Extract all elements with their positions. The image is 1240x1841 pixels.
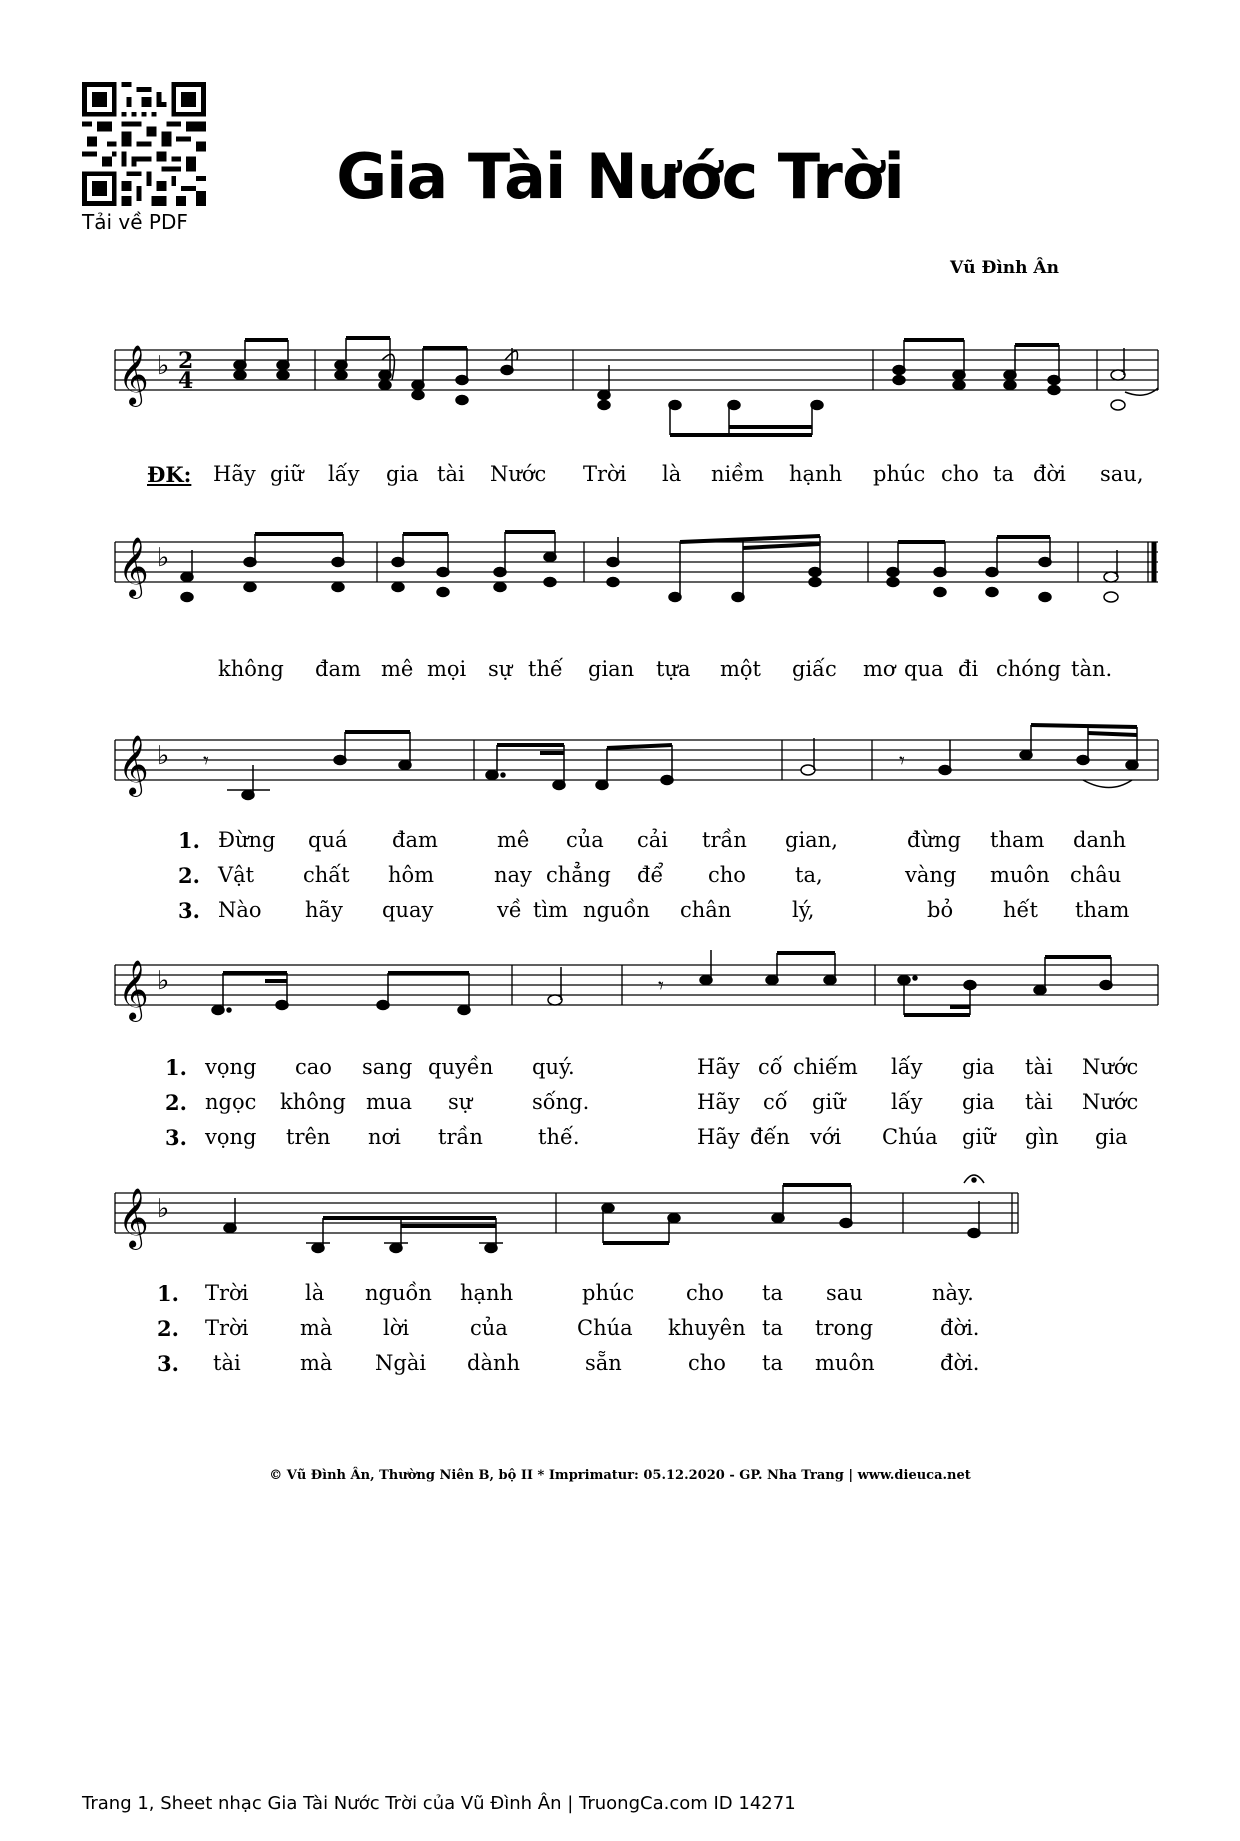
lyric: Trời	[583, 462, 627, 486]
lyric: hạnh	[460, 1281, 514, 1305]
lyric: cao	[295, 1055, 332, 1079]
lyric: cho	[686, 1281, 724, 1305]
lyric: quá	[308, 828, 348, 852]
flat-key-signature-icon: ♭	[157, 966, 170, 996]
lyric: chóng	[996, 657, 1061, 681]
lyric: đừng	[907, 828, 961, 852]
lyric: vàng	[905, 863, 957, 887]
qr-download-label[interactable]: Tải về PDF	[82, 210, 188, 234]
treble-clef-icon: 𝄞	[118, 735, 149, 795]
time-signature-bottom: 4	[178, 368, 194, 394]
lyric: khuyên	[668, 1316, 746, 1340]
lyric: sau,	[1100, 462, 1144, 486]
lyric: lấy	[891, 1090, 923, 1114]
lyric: Trời	[205, 1281, 249, 1305]
lyric: Ngài	[375, 1351, 427, 1375]
lyric: về	[497, 898, 522, 922]
verse-number: 3.	[178, 898, 200, 923]
lyric: cải	[637, 828, 668, 852]
lyric: lấy	[891, 1055, 923, 1079]
lyric: đến	[750, 1125, 790, 1149]
lyric: sang	[362, 1055, 413, 1079]
flat-key-signature-icon: ♭	[157, 1194, 170, 1224]
lyric: lấy	[328, 462, 360, 486]
lyric: muôn	[815, 1351, 875, 1375]
notes-system-5	[224, 1175, 984, 1253]
lyric: gia	[962, 1090, 995, 1114]
lyric: đời.	[940, 1351, 980, 1375]
lyric: hạnh	[789, 462, 843, 486]
lyric: vọng	[205, 1055, 257, 1079]
lyric: dành	[467, 1351, 521, 1375]
lyric: quý.	[532, 1055, 575, 1079]
lyric: ngọc	[205, 1090, 257, 1114]
staff-1	[0, 330, 1240, 450]
lyric: không	[218, 657, 284, 681]
staff-4	[0, 935, 1240, 1045]
system-2	[0, 522, 1240, 682]
treble-clef-icon: 𝄞	[118, 1188, 149, 1248]
flat-key-signature-icon: ♭	[157, 543, 170, 573]
lyric: mà	[300, 1316, 333, 1340]
lyric: sự	[448, 1090, 473, 1114]
system-4	[0, 935, 1240, 1160]
lyric: của	[566, 828, 604, 852]
lyric: cho	[688, 1351, 726, 1375]
lyric: ta	[993, 462, 1014, 486]
lyric: lời	[383, 1316, 410, 1340]
lyric: này.	[932, 1281, 974, 1305]
lyric: vọng	[205, 1125, 257, 1149]
lyric: mơ	[863, 657, 896, 681]
lyric: Đừng	[218, 828, 276, 852]
lyric: tàn.	[1071, 657, 1113, 681]
lyric: gian,	[785, 828, 838, 852]
lyric: là	[662, 462, 682, 486]
lyric: gia	[962, 1055, 995, 1079]
lyric: Chúa	[577, 1316, 633, 1340]
lyric: lý,	[792, 898, 815, 922]
lyric: giữ	[962, 1125, 996, 1149]
lyric: gia	[1095, 1125, 1128, 1149]
refrain-marker: ĐK:	[147, 462, 192, 487]
system-1	[0, 330, 1240, 490]
verse-number: 2.	[178, 863, 200, 888]
lyric: quay	[382, 898, 434, 922]
lyric: châu	[1070, 863, 1122, 887]
lyric: chẳng	[546, 863, 611, 887]
staff-5	[0, 1163, 1240, 1273]
lyric: giấc	[792, 657, 837, 681]
verse-number: 1.	[165, 1055, 187, 1080]
composer-name: Vũ Đình Ân	[950, 258, 1059, 278]
verse-number: 1.	[178, 828, 200, 853]
lyric: chất	[303, 863, 350, 887]
verse-number: 2.	[157, 1316, 179, 1341]
lyric: sự	[488, 657, 513, 681]
lyric: đời	[1033, 462, 1066, 486]
song-title: Gia Tài Nước Trời	[336, 140, 904, 213]
lyric: mà	[300, 1351, 333, 1375]
lyric: trần	[702, 828, 747, 852]
lyric: mê	[381, 657, 414, 681]
lyric: ta	[762, 1281, 783, 1305]
lyric: hết	[1003, 898, 1038, 922]
lyric: tham	[990, 828, 1045, 852]
lyric: qua	[904, 657, 944, 681]
lyric: đam	[392, 828, 438, 852]
treble-clef-icon: 𝄞	[118, 537, 149, 597]
lyric: Hãy	[697, 1125, 740, 1149]
lyric: gian	[588, 657, 635, 681]
lyric: nguồn	[365, 1281, 432, 1305]
lyric: danh	[1073, 828, 1127, 852]
eighth-rest-icon: 𝄾	[203, 749, 209, 774]
lyric: cho	[708, 863, 746, 887]
lyric: chiếm	[793, 1055, 858, 1079]
lyric: đời.	[940, 1316, 980, 1340]
lyric: Vật	[218, 863, 255, 887]
verse-number: 1.	[157, 1281, 179, 1306]
lyric: thế	[528, 657, 563, 681]
lyric: trong	[815, 1316, 874, 1340]
lyric: tài	[213, 1351, 241, 1375]
verse-number: 2.	[165, 1090, 187, 1115]
lyric: hãy	[305, 898, 343, 922]
lyric: Nào	[218, 898, 262, 922]
time-signature-top: 2	[178, 348, 194, 374]
lyric: không	[280, 1090, 346, 1114]
lyric: bỏ	[927, 898, 954, 922]
lyric: của	[470, 1316, 508, 1340]
lyric: tài	[1025, 1055, 1053, 1079]
lyric: với	[810, 1125, 842, 1149]
lyric: Chúa	[882, 1125, 938, 1149]
notes-system-3	[203, 725, 1138, 800]
lyric: Nước	[1082, 1055, 1139, 1079]
lyric: Nước	[1082, 1090, 1139, 1114]
lyric: nơi	[368, 1125, 401, 1149]
copyright-credit: © Vũ Đình Ân, Thường Niên B, bộ II * Imprimatur: 05.12.2020 - GP. Nha Trang | www.dieuca.net	[269, 1468, 971, 1483]
lyric: nguồn	[583, 898, 650, 922]
lyric: phúc	[582, 1281, 635, 1305]
lyric: ta,	[795, 863, 823, 887]
page-footer: Trang 1, Sheet nhạc Gia Tài Nước Trời của Vũ Đình Ân | TruongCa.com ID 14271	[82, 1793, 796, 1814]
lyric: phúc	[873, 462, 926, 486]
lyric: để	[637, 863, 664, 887]
lyric: tìm	[533, 898, 569, 922]
lyric: sẵn	[585, 1351, 622, 1375]
lyric: mê	[497, 828, 530, 852]
system-3	[0, 710, 1240, 930]
lyric: giữ	[270, 462, 304, 486]
lyric: muôn	[990, 863, 1050, 887]
lyric: ta	[762, 1351, 783, 1375]
lyric: Hãy	[697, 1055, 740, 1079]
lyric: cho	[941, 462, 979, 486]
lyric: sau	[826, 1281, 863, 1305]
verse-number: 3.	[165, 1125, 187, 1150]
lyric: nay	[494, 863, 532, 887]
lyric: hôm	[388, 863, 435, 887]
notes-system-1	[234, 338, 1125, 435]
lyric: niềm	[711, 462, 765, 486]
staff-3	[0, 710, 1240, 820]
lyric: đam	[315, 657, 361, 681]
lyric: cố	[763, 1090, 788, 1114]
eighth-rest-icon: 𝄾	[899, 749, 905, 774]
flat-key-signature-icon: ♭	[157, 351, 170, 381]
lyric: ta	[762, 1316, 783, 1340]
staff-2	[0, 522, 1240, 642]
system-5	[0, 1163, 1240, 1383]
verse-number: 3.	[157, 1351, 179, 1376]
treble-clef-icon: 𝄞	[118, 345, 149, 405]
lyric: trên	[286, 1125, 331, 1149]
flat-key-signature-icon: ♭	[157, 741, 170, 771]
lyric: cố	[758, 1055, 783, 1079]
lyric: một	[720, 657, 761, 681]
lyric: trần	[438, 1125, 483, 1149]
lyric: tham	[1075, 898, 1130, 922]
lyric: Trời	[205, 1316, 249, 1340]
lyric: giữ	[812, 1090, 846, 1114]
lyric: gia	[386, 462, 419, 486]
lyric: mua	[366, 1090, 412, 1114]
lyric: quyền	[428, 1055, 494, 1079]
lyric: thế.	[538, 1125, 580, 1149]
lyric: chân	[680, 898, 732, 922]
lyric: tựa	[656, 657, 691, 681]
lyric: Hãy	[697, 1090, 740, 1114]
lyric: Hãy	[213, 462, 256, 486]
eighth-rest-icon: 𝄾	[658, 974, 664, 999]
lyric: gìn	[1025, 1125, 1059, 1149]
lyric: đi	[958, 657, 979, 681]
lyric: là	[305, 1281, 325, 1305]
lyric: tài	[1025, 1090, 1053, 1114]
lyric: Nước	[490, 462, 547, 486]
lyric: mọi	[427, 657, 467, 681]
lyric: sống.	[532, 1090, 590, 1114]
lyric: tài	[437, 462, 465, 486]
treble-clef-icon: 𝄞	[118, 960, 149, 1020]
